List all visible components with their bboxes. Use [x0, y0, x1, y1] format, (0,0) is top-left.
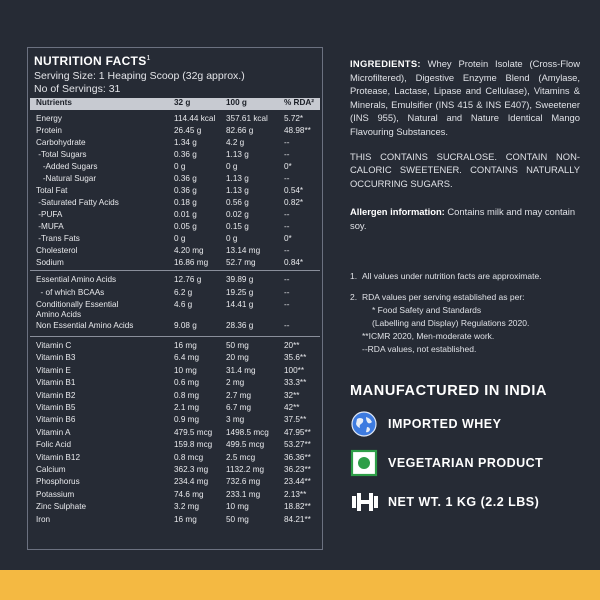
product-info: [350, 57, 580, 233]
table-row: [30, 414, 320, 426]
per-100g-value: 39.89 g: [226, 275, 254, 284]
table-row: [30, 320, 320, 332]
nutrient-name: Zinc Sulphate: [36, 502, 87, 512]
header-32g: 32 g: [174, 98, 191, 107]
table-row: [30, 287, 320, 299]
rda-value: --: [284, 150, 290, 159]
table-row: [30, 514, 320, 526]
table-row: [30, 137, 320, 149]
table-row: [30, 173, 320, 185]
per-100g-value: 6.7 mg: [226, 403, 252, 412]
per-serving-value: 0.9 mg: [174, 415, 200, 425]
nutrient-name: Vitamin B6: [36, 415, 76, 425]
table-row: [30, 161, 320, 173]
per-serving-value: 0.6 mg: [174, 378, 200, 388]
per-serving-value: 159.8 mcg: [174, 440, 213, 450]
per-serving-value: 12.76 g: [174, 275, 202, 284]
per-serving-value: 234.4 mg: [174, 477, 209, 487]
serving-size: Serving Size: 1 Heaping Scoop (32g approx.): [34, 70, 245, 82]
per-serving-value: 74.6 mg: [174, 489, 204, 499]
rda-value: 33.3**: [284, 378, 307, 388]
rda-value: --: [284, 275, 290, 284]
table-row: [30, 209, 320, 221]
per-serving-value: 16.86 mg: [174, 258, 209, 267]
rda-value: 2.13**: [284, 489, 307, 499]
table-row: [30, 221, 320, 233]
per-100g-value: 52.7 mg: [226, 258, 256, 267]
rda-value: 32**: [284, 390, 300, 400]
rda-value: 36.23**: [284, 465, 311, 474]
nutrition-title: NUTRITION FACTS$^1$: [34, 54, 151, 68]
nutrient-name: -MUFA: [36, 222, 64, 231]
per-serving-value: 0 g: [174, 234, 186, 243]
table-row: [30, 377, 320, 389]
per-serving-value: 0.36 g: [174, 174, 197, 183]
footnote-2c: **ICMR 2020, Men-moderate work.: [362, 331, 495, 341]
dumbbell-icon: [350, 488, 380, 516]
footnote-2b: (Labelling and Display) Regulations 2020.: [372, 318, 530, 328]
nutrient-name: -Saturated Fatty Acids: [36, 198, 119, 207]
nutrient-name: Cholesterol: [36, 246, 78, 255]
per-serving-value: 362.3 mg: [174, 465, 209, 474]
rda-value: 0.82*: [284, 198, 304, 207]
per-serving-value: 6.2 g: [174, 287, 193, 297]
ingredients-text: Whey Protein Isolate (Cross-Flow Microfiltered), Digestive Enzyme Blend (Amylase, Protease, Lactase, Lipase and Cellulase), Vitamins & Minerals, Emulsifier (INS 415 & INS E407), Sweetener (INS 955), Natural and Nature Identical Mango Flavouring Substances.: [350, 58, 581, 137]
per-serving-value: 3.2 mg: [174, 502, 200, 512]
per-serving-value: 1.34 g: [174, 138, 197, 147]
per-serving-value: 16 mg: [174, 341, 197, 350]
rda-value: 20**: [284, 341, 300, 350]
rda-value: 0*: [284, 234, 292, 243]
per-100g-value: 1.13 g: [226, 174, 249, 183]
rda-value: 42**: [284, 403, 300, 412]
per-100g-value: 0.56 g: [226, 198, 249, 207]
nutrient-name: Energy: [36, 114, 62, 123]
per-100g-value: 2.5 mcg: [226, 452, 256, 462]
rda-value: 23.44**: [284, 477, 311, 487]
sucralose-warning: THIS CONTAINS SUCRALOSE. CONTAIN NON-CALORIC SWEETENER. CONTAINS NATURALLY OCCURRING SUGARS.: [350, 150, 580, 189]
per-serving-value: 0 g: [174, 162, 186, 171]
per-100g-value: 19.25 g: [226, 287, 254, 297]
allergen-block: [350, 205, 580, 232]
nutrient-name: Phosphorus: [36, 477, 80, 487]
rda-value: 35.6**: [284, 353, 307, 363]
per-100g-value: 10 mg: [226, 502, 249, 512]
table-row: [30, 352, 320, 364]
bottom-color-band: [0, 570, 600, 600]
table-row: [30, 233, 320, 245]
net-weight-label: NET WT. 1 KG (2.2 LBS): [388, 495, 540, 509]
table-row: [30, 464, 320, 476]
rda-value: 53.27**: [284, 440, 311, 450]
allergen-label: Allergen information:: [350, 206, 445, 218]
per-100g-value: 233.1 mg: [226, 489, 261, 499]
per-serving-value: 6.4 mg: [174, 353, 200, 363]
rda-value: --: [284, 138, 290, 147]
nutrient-name: Vitamin E: [36, 365, 71, 375]
per-100g-value: 1132.2 mg: [226, 465, 265, 474]
per-100g-value: 0.02 g: [226, 210, 249, 219]
nutrition-table-header: [30, 98, 320, 110]
nutrient-name: Total Fat: [36, 186, 68, 195]
nutrient-name: Vitamin B5: [36, 403, 76, 412]
table-row: [30, 197, 320, 209]
footnotes: [350, 270, 585, 356]
header-rda: % RDA²: [284, 98, 315, 107]
table-row: [30, 149, 320, 161]
nutrient-name: - of which BCAAs: [36, 287, 105, 297]
imported-whey-badge: [350, 410, 590, 438]
rda-value: 36.36**: [284, 452, 311, 462]
table-row: [30, 125, 320, 137]
footnote-2d: --RDA values, not established.: [362, 344, 477, 354]
rda-value: --: [284, 246, 290, 255]
nutrient-name: Vitamin B1: [36, 378, 76, 388]
globe-icon: [350, 410, 378, 438]
per-serving-value: 0.8 mg: [174, 390, 200, 400]
per-100g-value: 28.36 g: [226, 320, 254, 330]
rda-value: 100**: [284, 365, 305, 375]
rda-value: 0.84*: [284, 258, 304, 267]
header-nutrients: Nutrients: [36, 98, 72, 107]
table-row: [30, 257, 320, 269]
per-serving-value: 16 mg: [174, 514, 197, 524]
per-serving-value: 0.01 g: [174, 210, 197, 219]
table-row: [30, 439, 320, 451]
rda-value: --: [284, 210, 290, 219]
ingredients-label: INGREDIENTS:: [350, 58, 421, 69]
rda-value: --: [284, 300, 290, 309]
nutrient-name: Non Essential Amino Acids: [36, 320, 134, 330]
nutrient-name: -Natural Sugar: [36, 174, 97, 183]
rda-value: 18.82**: [284, 502, 311, 512]
per-100g-value: 0 g: [226, 162, 238, 171]
per-serving-value: 0.18 g: [174, 198, 197, 207]
servings-count: No of Servings: 31: [34, 83, 121, 95]
nutrient-name: -Trans Fats: [36, 234, 80, 243]
net-weight-badge: [350, 488, 590, 516]
rda-value: 47.95**: [284, 427, 311, 437]
per-100g-value: 499.5 mcg: [226, 440, 265, 450]
per-100g-value: 2 mg: [226, 378, 245, 388]
table-row: [30, 113, 320, 125]
table-row: [30, 476, 320, 488]
per-100g-value: 2.7 mg: [226, 390, 252, 400]
per-100g-value: 31.4 mg: [226, 365, 256, 375]
section-divider: [30, 336, 320, 337]
rda-value: --: [284, 222, 290, 231]
table-row: [30, 402, 320, 414]
table-row: [30, 185, 320, 197]
nutrient-name: Conditionally Essential: [36, 300, 119, 309]
rda-value: 48.98**: [284, 126, 311, 135]
per-serving-value: 0.36 g: [174, 150, 197, 159]
section-divider: [30, 270, 320, 271]
nutrient-name: -PUFA: [36, 210, 63, 219]
table-row: [30, 489, 320, 501]
nutrient-name: Vitamin C: [36, 341, 72, 350]
nutrient-name: Vitamin A: [36, 427, 71, 437]
footnote-1: 1. All values under nutrition facts are approximate.: [350, 271, 542, 281]
rda-value: --: [284, 287, 290, 297]
per-serving-value: 114.44 kcal: [174, 114, 216, 123]
nutrient-name: Essential Amino Acids: [36, 275, 117, 284]
per-100g-value: 1.13 g: [226, 186, 249, 195]
nutrient-name: Carbohydrate: [36, 138, 86, 147]
per-serving-value: 26.45 g: [174, 126, 202, 135]
table-row: [30, 365, 320, 377]
rda-value: --: [284, 320, 290, 330]
per-100g-value: 14.41 g: [226, 300, 254, 309]
vegetarian-badge: [350, 449, 590, 477]
nutrient-name: Vitamin B3: [36, 353, 76, 363]
per-100g-value: 0 g: [226, 234, 238, 243]
vegetarian-label: VEGETARIAN PRODUCT: [388, 456, 544, 470]
table-row: [30, 340, 320, 352]
nutrient-name: -Total Sugars: [36, 150, 87, 159]
per-100g-value: 1.13 g: [226, 150, 249, 159]
nutrient-name: Sodium: [36, 258, 64, 267]
nutrient-name: Calcium: [36, 465, 66, 474]
rda-value: 5.72*: [284, 114, 304, 123]
manufactured-in-india: MANUFACTURED IN INDIA: [350, 383, 548, 399]
per-100g-value: 4.2 g: [226, 138, 245, 147]
table-row: [30, 501, 320, 513]
nutrient-name: Iron: [36, 514, 51, 524]
per-serving-value: 4.6 g: [174, 300, 193, 309]
per-100g-value: 50 mg: [226, 514, 249, 524]
table-row: [30, 274, 320, 286]
per-serving-value: 0.05 g: [174, 222, 197, 231]
rda-value: 84.21**: [284, 514, 311, 524]
per-100g-value: 357.61 kcal: [226, 114, 268, 123]
per-100g-value: 20 mg: [226, 353, 249, 363]
per-serving-value: 0.36 g: [174, 186, 197, 195]
nutrient-name: -Added Sugars: [36, 162, 98, 171]
nutrient-name: Protein: [36, 126, 62, 135]
per-serving-value: 4.20 mg: [174, 246, 204, 255]
nutrient-name: Potassium: [36, 489, 75, 499]
per-serving-value: 0.8 mcg: [174, 452, 204, 462]
rda-value: 0.54*: [284, 186, 304, 195]
footnote-2: 2. RDA values per serving established as per:: [350, 292, 525, 302]
rda-value: 0*: [284, 162, 292, 171]
imported-whey-label: IMPORTED WHEY: [388, 417, 502, 431]
per-100g-value: 1498.5 mcg: [226, 427, 269, 437]
table-row: [30, 390, 320, 402]
per-serving-value: 2.1 mg: [174, 403, 200, 412]
nutrient-name-line2: Amino Acids: [36, 309, 82, 319]
per-100g-value: 3 mg: [226, 415, 245, 425]
nutrient-name: Vitamin B12: [36, 452, 80, 462]
per-serving-value: 9.08 g: [174, 320, 197, 330]
ingredients-block: [350, 57, 580, 139]
table-row: [30, 245, 320, 257]
per-100g-value: 732.6 mg: [226, 477, 261, 487]
table-row: [30, 427, 320, 439]
per-100g-value: 13.14 mg: [226, 246, 261, 255]
per-serving-value: 10 mg: [174, 365, 197, 375]
per-serving-value: 479.5 mcg: [174, 427, 213, 437]
table-row: [30, 452, 320, 464]
nutrient-name: Vitamin B2: [36, 390, 76, 400]
veg-symbol-icon: [350, 449, 378, 477]
nutrient-name: Folic Acid: [36, 440, 72, 450]
per-100g-value: 82.66 g: [226, 126, 254, 135]
nutrition-facts-panel: [27, 47, 323, 550]
allergen-text: Contains milk and may contain soy.: [350, 206, 576, 231]
header-100g: 100 g: [226, 98, 247, 107]
rda-value: 37.5**: [284, 415, 307, 425]
rda-value: --: [284, 174, 290, 183]
footnote-2a: * Food Safety and Standards: [372, 305, 482, 315]
per-100g-value: 50 mg: [226, 341, 249, 350]
per-100g-value: 0.15 g: [226, 222, 249, 231]
